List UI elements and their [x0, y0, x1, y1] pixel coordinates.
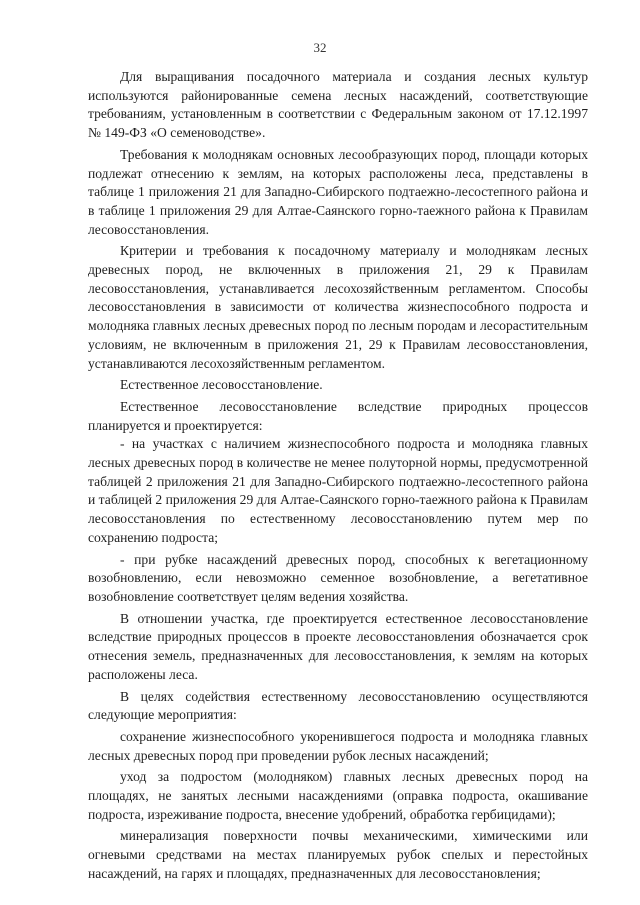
section-heading-natural-regeneration: Естественное лесовосстановление.: [120, 377, 323, 393]
document-body: [88, 68, 588, 884]
paragraph-criteria: Критерии и требования к посадочному материалу и молоднякам лесных древесных пород, не включенных в приложения 21, 29 к Правилам лесовосстановления, устанавливается лесохозяйственным регламентом. Способы лесовосстановления в зависимости от количества жизнеспособного подроста и молодняка главных лесных древесных пород по лесным породам и лесорастительным условиям, не включенным в приложения 21, 29 к Правилам лесовосстановления, устанавливаются лесохозяйственным регламентом.: [88, 243, 588, 371]
list-item-preserve-undergrowth: сохранение жизнеспособного укоренившегося подроста и молодняка главных лесных древесных пород при проведении рубок лесных насаждений;: [88, 728, 588, 763]
page-number: 32: [313, 40, 327, 55]
paragraph-regeneration-project: В отношении участка, где проектируется естественное лесовосстановление вследствие природных процессов в проекте лесовосстановления обозначается срок отнесения земель, предназначенных для лесовосстановления, к землям на которых расположены леса.: [88, 610, 588, 682]
list-item-soil-mineralization: минерализация поверхности почвы механическими, химическими или огневыми средствами на местах планируемых рубок спелых и перестойных насаждений, на гарях и площадях, предназначенных для лесовосстановления;: [88, 828, 588, 881]
list-item-undergrowth-plots: - на участках с наличием жизнеспособного подроста и молодняка главных лесных древесных пород в количестве не менее полуторной нормы, предусмотренной таблицей 2 приложения 21 для Западно-Сибирского подтаежно-лесостепного района и таблицей 2 приложения 29 для Алтае-Саянского горно-таежного района к Правилам лесовосстановления по естественному лесовосстановлению путем мер по сохранению подроста;: [88, 436, 588, 545]
paragraph-assistance-measures: В целях содействия естественному лесовосстановлению осуществляются следующие мероприятия:: [88, 688, 588, 723]
paragraph-natural-regeneration-intro: Естественное лесовосстановление вследствие природных процессов планируется и проектируется:: [88, 398, 588, 433]
list-item-vegetative-regeneration: - при рубке насаждений древесных пород, способных к вегетационному возобновлению, если невозможно семенное возобновление, а вегетативное возобновление соответствует целям ведения хозяйства.: [88, 551, 588, 604]
list-item-undergrowth-care: уход за подростом (молодняком) главных лесных древесных пород на площадях, не занятых лесными насаждениями (оправка подроста, окашивание подроста, изреживание подроста, внесение удобрений, обработка гербицидами);: [88, 769, 588, 822]
paragraph-seed-material: Для выращивания посадочного материала и создания лесных культур используются районированные семена лесных насаждений, соответствующие требованиям, установленным в соответствии с Федеральным законом от 17.12.1997 № 149-ФЗ «О семеноводстве».: [88, 69, 588, 141]
paragraph-young-stand-requirements: Требования к молоднякам основных лесообразующих пород, площади которых подлежат отнесению к землям, на которых расположены леса, представлены в таблице 1 приложения 21 для Западно-Сибирского подтаежно-лесостепного района и в таблице 1 приложения 29 для Алтае-Саянского горно-таежного района к Правилам лесовосстановления.: [88, 146, 588, 237]
